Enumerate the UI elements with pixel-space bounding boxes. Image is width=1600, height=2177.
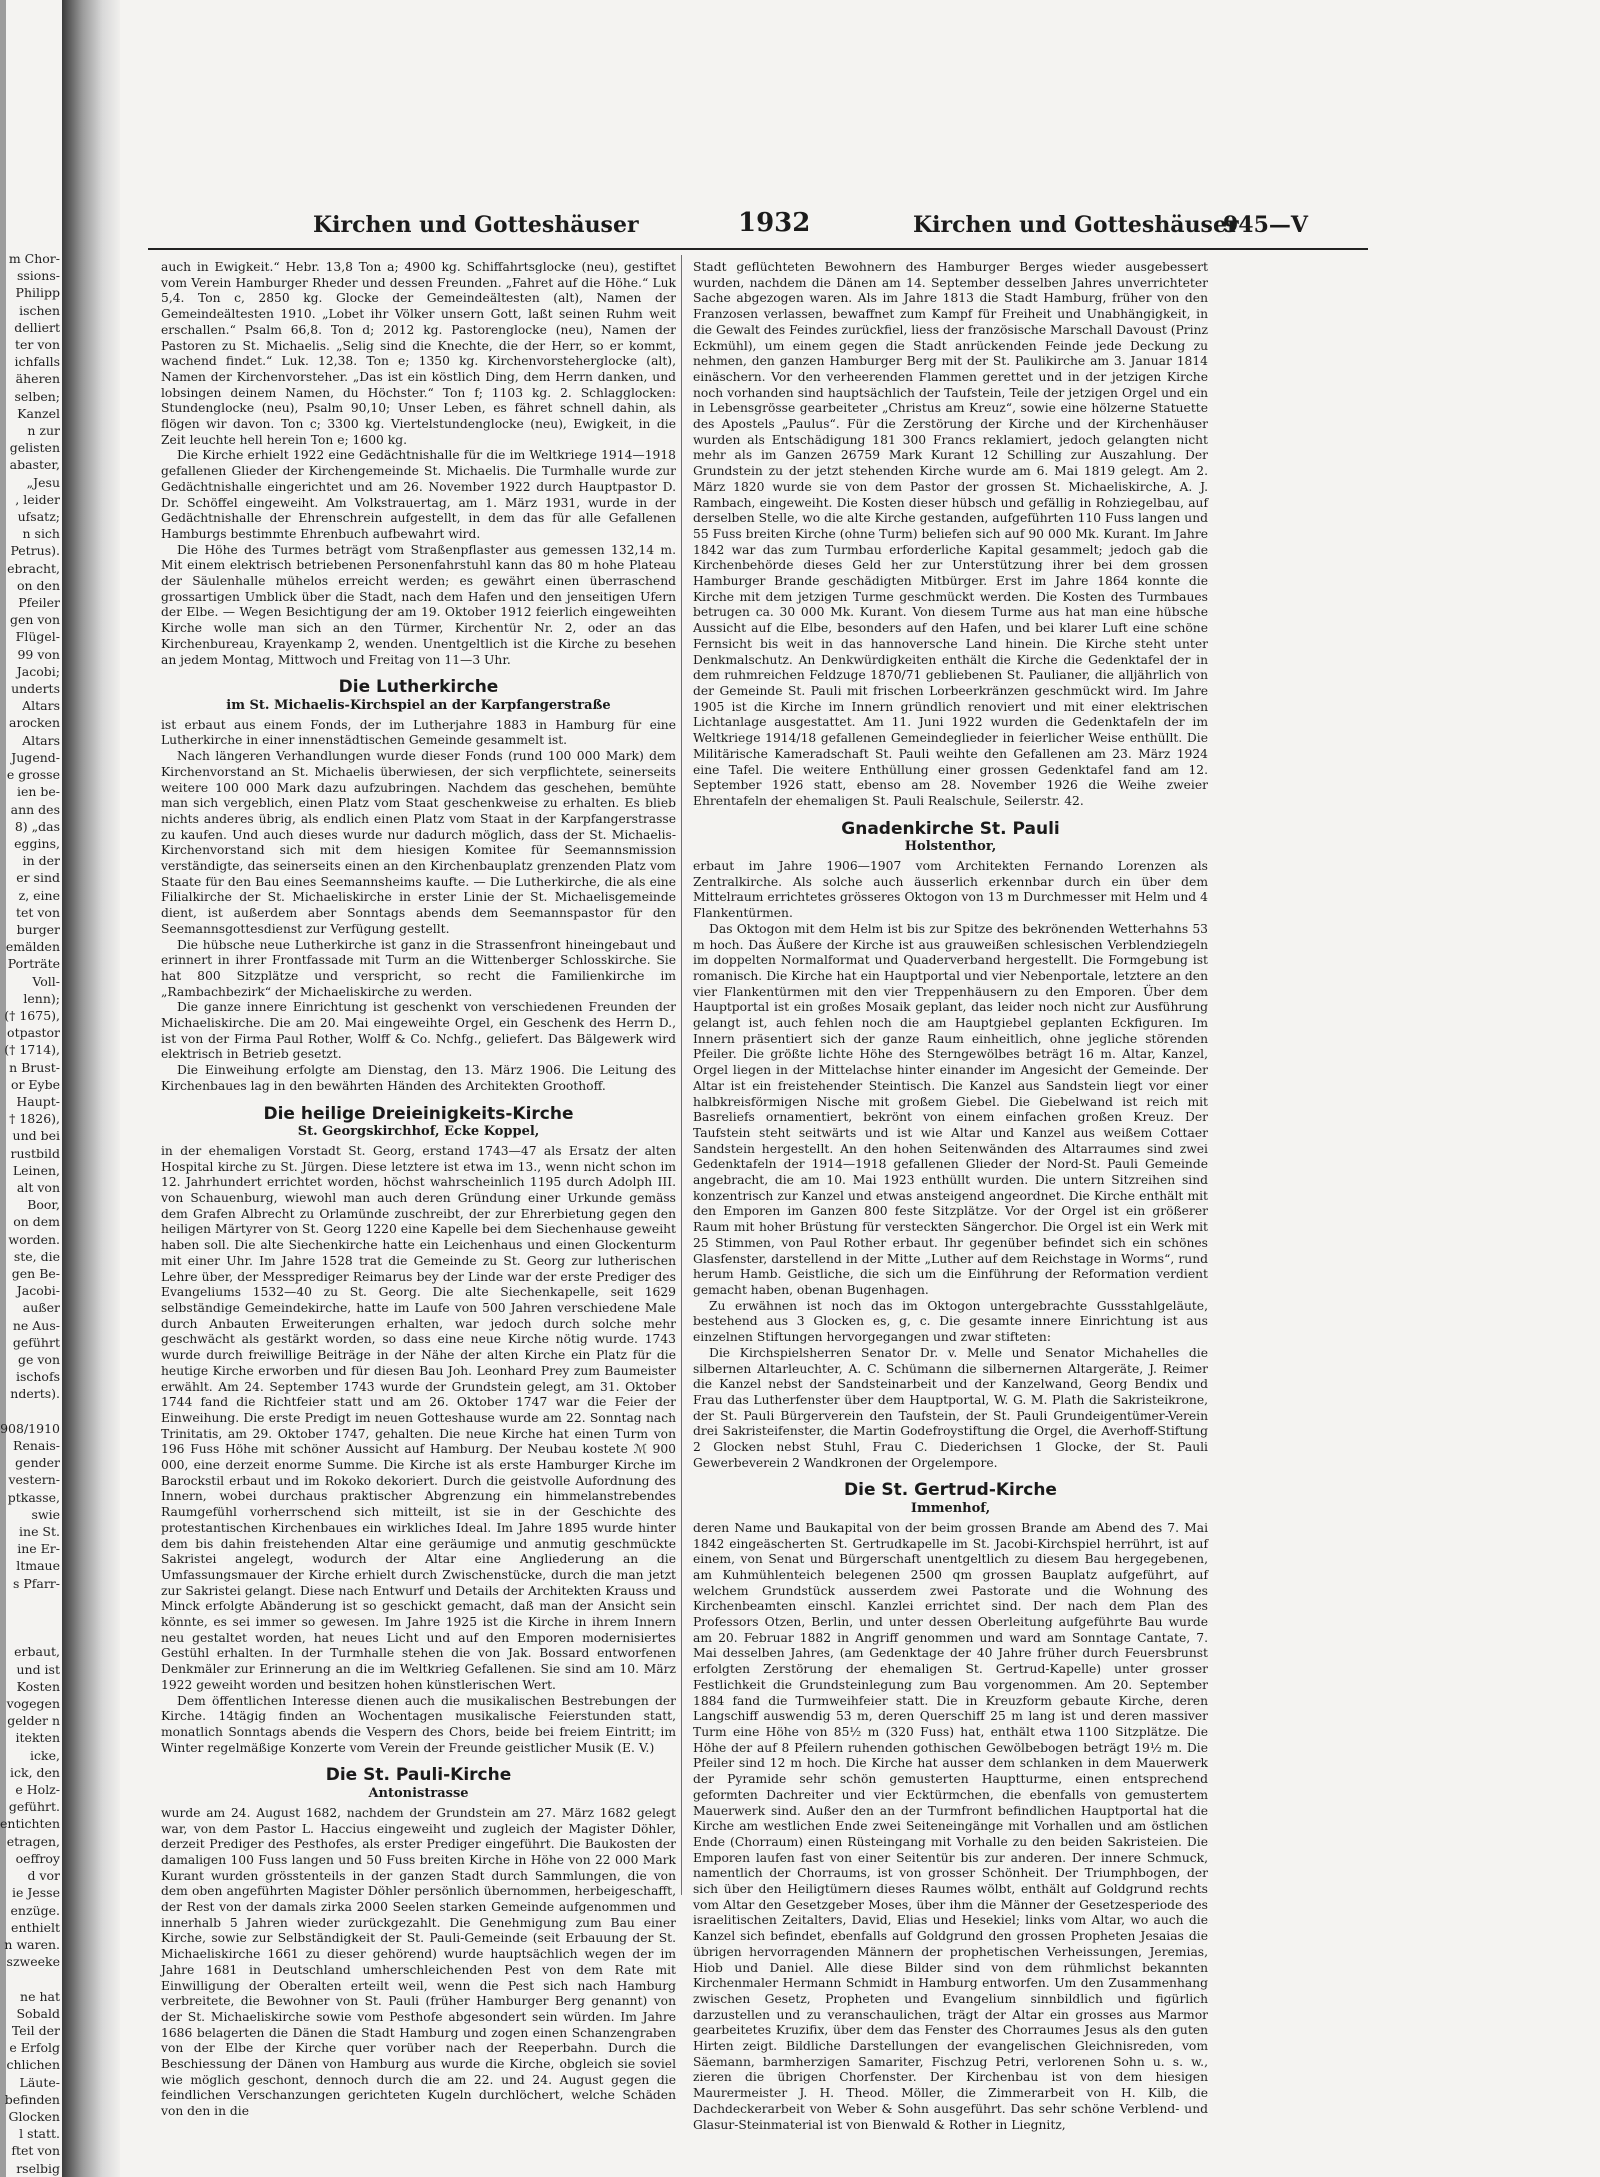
- previous-page-line: Renais-: [13, 1438, 60, 1454]
- gnadenkirche-paragraph: Das Oktogon mit dem Helm ist bis zur Spitze des bekrönenden Wetterhahns 53 m hoch. Das Äußere der Kirche ist aus grauweißen schlesischen Verblendziegeln im doppelten Normalformat und Quaderverband hergestellt. Die Formgebung ist romanisch. Die Kirche hat ein Hauptportal und vier Nebenportale, letztere an den vier Flankentürmen mit den vier Treppenhäusern zu den Emporen. Über dem Hauptportal ist ein großes Mosaik geplant, das leider noch nicht zur Ausführung gelangt ist, auch fehlen noch die am Hauptgiebel geplanten Eckfiguren. Im Innern präsentiert sich der ganze Raum einheitlich, ohne jegliche störenden Pfeiler. Die größte lichte Höhe des Sterngewölbes beträgt 16 m. Altar, Kanzel, Orgel liegen in der Mittelachse hinter einander im Angesicht der Gemeinde. Der Altar ist ein freistehender Steintisch. Die Kanzel aus Sandstein liegt vor einer halbkreisförmigen Nische mit großem Giebel. Die Giebelwand ist reich mit Basreliefs ornamentiert, bekrönt von einem einfachen großen Kreuz. Der Taufstein steht seitwärts und ist wie Altar und Kanzel aus weißem Cottaer Sandstein hergestellt. An den hohen Seitenwänden des Altarraumes sind zwei Gedenktafeln der 1914—1918 gefallenen Glieder der Nord-St. Pauli Gemeinde angebracht, die am 10. Mai 1923 enthüllt wurden. Die untern Sitzreihen sind konzentrisch zur Kanzel und etwas ansteigend angeordnet. Die Kirche enthält mit den Emporen im Ganzen 800 feste Sitzplätze. Vor der Orgel ist ein größerer Raum mit hoher Brüstung für versteckten Sängerchor. Die Orgel ist ein Werk mit 25 Stimmen, von Paul Rother erbaut. Ihr gegenüber befindet sich ein schönes Glasfenster, darstellend in der Mitte „Luther auf dem Reichstage in Worms“, rund herum Hamb. Geistliche, die sich um die Einführung der Reformation verdient gemacht haben, obenan Bugenhagen.: [693, 921, 1208, 1297]
- gnadenkirche-paragraph: Zu erwähnen ist noch das im Oktogon untergebrachte Gussstahlgeläute, bestehend aus 3 Glocken es, g, c. Die gesamte innere Einrichtung ist aus einzelnen Stiftungen hervorgegangen und zwar stifteten:: [693, 1298, 1208, 1345]
- previous-page-line: Teil der: [11, 2022, 60, 2038]
- dreieinigkeit-title: Die heilige Dreieinigkeits-Kirche: [263, 1103, 574, 1124]
- header-year: 1932: [738, 208, 811, 238]
- running-header: [148, 200, 1368, 250]
- previous-page-line: ssions-: [16, 268, 60, 284]
- previous-page-line: gelder n: [7, 1713, 60, 1729]
- previous-page-line: worden.: [8, 1231, 60, 1247]
- previous-page-line: n zur: [27, 423, 60, 439]
- previous-page-line: in der: [22, 853, 60, 869]
- lutherkirche-title: Die Lutherkirche: [338, 677, 499, 698]
- previous-page-line: ge von: [17, 1352, 60, 1367]
- previous-page-line: Petrus).: [10, 543, 60, 559]
- right-column: [693, 260, 1208, 2132]
- previous-page-line: ste, die: [13, 1248, 60, 1264]
- previous-page-line: l statt.: [19, 2126, 60, 2142]
- previous-page-line: 908/1910: [0, 1420, 60, 1436]
- previous-page-line: nderts).: [10, 1386, 60, 1402]
- gertrud-title: Die St. Gertrud-Kirche: [844, 1480, 1057, 1501]
- previous-page-line: swie: [31, 1506, 60, 1522]
- previous-page-line: Porträte: [7, 956, 60, 972]
- previous-page-line: ie Jesse: [11, 1885, 60, 1901]
- previous-page-line: vestern-: [8, 1472, 60, 1488]
- previous-page-line: on den: [17, 577, 60, 593]
- previous-page-line: Jacobi;: [16, 663, 60, 679]
- previous-page-line: etragen,: [6, 1833, 60, 1849]
- michaelis-memorial-paragraph: Die Kirche erhielt 1922 eine Gedächtnishalle für die im Weltkriege 1914—1918 gefallenen Glieder der Kirchengemeinde St. Michaelis. Die Turmhalle wurde zur Gedächtnishalle eingerichtet und am 26. November 1922 durch Hauptpastor D. Dr. Schöffel eingeweiht. Am Volkstrauertag, am 1. März 1931, wurde in der Gedächtnishalle der Ehrenschrein aufgestellt, in dem das für alle Gefallenen Hamburgs bestimmte Ehrenbuch aufbewahrt wird.: [161, 448, 676, 541]
- stpauli-title: Die St. Pauli-Kirche: [325, 1765, 512, 1786]
- stpauli-subtitle: Antonistrasse: [368, 1786, 469, 1802]
- previous-page-line: ine Er-: [17, 1541, 60, 1557]
- previous-page-line: gelisten: [9, 440, 60, 456]
- previous-page-line: [0, 1403, 60, 1420]
- previous-page-line: ine St.: [19, 1524, 60, 1540]
- previous-page-line: emälden: [5, 939, 60, 955]
- previous-page-line: burger: [16, 921, 60, 937]
- previous-page-line: ptkasse,: [7, 1489, 60, 1505]
- previous-page-line: Philipp: [15, 285, 60, 301]
- previous-page-line: außer: [22, 1300, 60, 1316]
- dreieinigkeit-subtitle: St. Georgskirchhof, Ecke Koppel,: [297, 1124, 540, 1140]
- previous-page-line: [0, 1592, 60, 1609]
- previous-page-line: († 1714),: [4, 1042, 60, 1058]
- previous-page-line: und ist: [16, 1661, 60, 1677]
- michaelis-tower-paragraph: Die Höhe des Turmes beträgt vom Straßenpflaster aus gemessen 132,14 m. Mit einem elektrisch betriebenen Personenfahrstuhl kann das 80 m hohe Plateau der Säulenhalle mühelos erreicht werden; es gewährt einen überraschend grossartigen Umblick über die Stadt, nach dem Hafen und den jenseitigen Ufern der Elbe. — Wegen Besichtigung der am 19. Oktober 1912 feierlich eingeweihten Kirche wolle man sich an den Türmer, Kirchentür Nr. 2, oder an das Kirchenbureau, Krayenkamp 2, wenden. Unentgeltlich ist die Kirche zu besehen an jedem Montag, Mittwoch und Freitag von 11—3 Uhr.: [161, 542, 676, 667]
- previous-page-line: gen von: [9, 612, 60, 628]
- book-gutter-shadow: [62, 0, 120, 2177]
- previous-page-line: Jacobi-: [16, 1283, 60, 1299]
- previous-page-line: 8) „das: [14, 818, 60, 834]
- previous-page-line: äheren: [15, 371, 60, 387]
- previous-page-line: szweeke: [6, 1954, 60, 1970]
- previous-page-line: icke,: [30, 1747, 60, 1763]
- gnadenkirche-paragraph: erbaut im Jahre 1906—1907 vom Architekten Fernando Lorenzen als Zentralkirche. Als solche auch äusserlich erkennbar durch ein über dem Mittelraum errichtetes grösseres Oktogon von 13 m Durchmesser mit Helm und 4 Flankentürmen.: [693, 859, 1208, 921]
- previous-page-line: itekten: [15, 1730, 60, 1746]
- dreieinigkeit-paragraph: in der ehemaligen Vorstadt St. Georg, erstand 1743—47 als Ersatz der alten Hospital kirche zu St. Jürgen. Diese letztere ist etwa im 13., wenn nicht schon im 12. Jahrhundert errichtet worden, höchst wahrscheinlich 1195 durch Adolph III. von Schauenburg, wiewohl man auch deren Gründung einer Urkunde gemäss dem Grafen Albrecht zu Orlamünde zuschreibt, der zur Ehrerbietung gegen den heiligen Märtyrer von St. Georg 1220 eine Kapelle bei dem Siechenhause geweiht haben soll. Die alte Siechenkirche hatte ein Leichenhaus und einen Glockenturm mit einer Uhr. Im Jahre 1528 trat die Gemeinde zu St. Georg zur lutherischen Lehre über, der Messprediger Reimarus bey der Linde war der erste Prediger des Evangeliums 1532—40 zu St. Georg. Die alte Siechenkapelle, seit 1629 selbständige Gemeindekirche, hatte im Laufe von 500 Jahren verschiedene Male durch Anbauten Erweiterungen erhalten, war jedoch durch solche mehr geschwächt als gestärkt worden, so dass eine neue Kirche nötig wurde. 1743 wurde durch freiwillige Beiträge in der Nähe der alten Kirche ein Platz für die heutige Kirche erworben und für diesen Bau Joh. Leonhard Prey zum Baumeister erwählt. Am 24. September 1743 wurde der Grundstein gelegt, am 31. Oktober 1744 fand die Richtfeier statt und am 26. Oktober 1747 war die Feier der Einweihung. Die erste Predigt im neuen Gotteshause wurde am 22. Sonntag nach Trinitatis, am 29. Oktober 1747, gehalten. Die neue Kirche hat einen Turm von 196 Fuss Höhe mit schöner Aussicht auf Hamburg. Der Neubau kostete ℳ 900 000, eine derzeit enorme Summe. Die Kirche ist als erste Hamburger Kirche im Barockstil erbaut und im Rokoko dekoriert. Durch die geistvolle Aufordnung des Innern, wobei durchaus praktischer Abgrenzung ein himmelanstrebendes Raumgefühl vorherrschend sich mitteilt, ist sie in der Geschichte des protestantischen Kirchenbaues ein wirkliches Ideal. Im Jahre 1895 wurde hinter dem bis dahin freistehenden Altar eine geräumige und anmutig geschmückte Sakristei angelegt, wodurch der Altar eine Angliederung an die Umfassungsmauer der Kirche erhielt durch Zwischenstücke, durch die man jetzt zur Sakristei gelangt. Diese nach Entwurf und Details der Architekten Krauss und Minck erfolgte Abänderung ist so geschickt gemacht, daß man der Ansicht sein könnte, es sei immer so gewesen. Im Jahre 1925 ist die Kirche in ihrem Innern neu gestaltet worden, hat neues Licht und auf den Emporen modernisiertes Gestühl erhalten. In der Turmhalle stehen die von Jak. Bossard entworfenen Denkmäler zur Erinnerung an die im Weltkrieg Gefallenen. Sie sind am 10. März 1922 geweiht worden und besitzen hohen künstlerischen Wert.: [161, 1143, 676, 1692]
- previous-page-line: otpastor: [7, 1025, 60, 1041]
- previous-page-line: ltmaue: [16, 1558, 60, 1574]
- previous-page-line: († 1675),: [4, 1007, 60, 1023]
- previous-page-line: ischen: [19, 302, 60, 318]
- previous-page-line: underts: [11, 681, 60, 697]
- stpauli-paragraph: wurde am 24. August 1682, nachdem der Grundstein am 27. März 1682 gelegt war, von dem Pastor L. Haccius eingeweiht und zugleich der Magister Döhler, derzeit Prediger des Pesthofes, als erster Prediger eingeführt. Die Baukosten der damaligen 100 Fuss langen und 50 Fuss breiten Kirche in Höhe von 22 000 Mark Kurant wurden grösstenteils in der ganzen Stadt durch Sammlungen, die von dem oben angeführten Magister Döhler persönlich übernommen, herbeigeschafft, der Rest von der damals zirka 2000 Seelen starken Gemeinde aufgenommen und innerhalb 5 Jahren wieder zurückgezahlt. Die Genehmigung zum Bau einer Kirche, sowie zur Selbständigkeit der St. Pauli-Gemeinde (seit Erbauung der St. Michaeliskirche 1661 zu dieser gehörend) wurde hauptsächlich wegen der im Jahre 1681 in Deutschland umherschleichenden Pest von dem Rate mit Einwilligung der Oberalten erteilt weil, wenn die Pest sich nach Hamburg verbreitete, die Bewohner von St. Pauli (früher Hamburger Berg genannt) von der St. Michaeliskirche sowie vom Pesthofe abgesondert sein würden. Im Jahre 1686 belagerten die Dänen die Stadt Hamburg und zogen einen Schanzengraben von der Elbe der Kirche quer vorüber nach der Reeperbahn. Durch die Beschiessung der Dänen von Hamburg aus wurde die Kirche, obgleich sie soviel wie möglich geschont, dennoch durch die am 22. und 24. August gegen die feindlichen Verschanzungen gerichteten Kugeln durchlöchert, welche Schäden von den in die: [161, 1805, 676, 2119]
- previous-page-line: e Erfolg: [9, 2040, 60, 2056]
- header-right-title: Kirchen und Gotteshäuser: [913, 212, 1239, 238]
- previous-page-line: gen Be-: [11, 1265, 60, 1281]
- previous-page-line: gender: [15, 1455, 60, 1471]
- previous-page-line: erbaut,: [14, 1644, 60, 1660]
- previous-page-line: n sich: [22, 526, 60, 542]
- previous-page-line: arocken: [9, 715, 60, 731]
- previous-page-line: abaster,: [9, 457, 60, 473]
- dreieinigkeit-paragraph: Dem öffentlichen Interesse dienen auch die musikalischen Bestrebungen der Kirche. 14tägig finden an Wochentagen musikalische Feierstunden statt, monatlich Sonntags abends die Vespern des Chors, beide bei freiem Eintritt; im Winter regelmäßige Konzerte vom Verein der Freunde geistlicher Musik (E. V.): [161, 1693, 676, 1755]
- lutherkirche-paragraph: ist erbaut aus einem Fonds, der im Lutherjahre 1883 in Hamburg für eine Lutherkirche in einer innenstädtischen Gemeinde gesammelt ist.: [161, 717, 676, 748]
- previous-page-line: ne hat: [20, 1988, 60, 2004]
- previous-page-line: Voll-: [32, 973, 60, 989]
- previous-page-line: [0, 1609, 60, 1626]
- gertrud-paragraph: deren Name und Baukapital von der beim grossen Brande am Abend des 7. Mai 1842 eingeäscherten St. Gertrudkapelle im St. Jacobi-Kirchspiel herrührt, ist auf einem, von Senat und Bürgerschaft unentgeltlich zu diesem Bau hergegebenen, am Kuhmühlenteich belegenen 2500 qm grossen Bauplatz aufgeführt, auf welchem Grundstück ausserdem zwei Pastorate und die Wohnung des Kirchenbeamten einschl. Kanzlei errichtet sind. Der nach dem Plan des Professors Otzen, Berlin, und unter dessen Oberleitung aufgeführte Bau wurde am 20. Februar 1882 in Angriff genommen und ward am Sonntage Cantate, 7. Mai desselben Jahres, (am Gedenktage der 40 Jahre früher durch Feuersbrunst erfolgten Zerstörung der ehemaligen St. Gertrud-Kapelle) unter grosser Festlichkeit die Grundsteinlegung zum Bau vorgenommen. Am 20. September 1884 fand die Turmweihfeier statt. Die in Kreuzform gebaute Kirche, deren Langschiff auswendig 53 m, deren Querschiff 25 m lang ist und deren massiver Turm eine Höhe von 85½ m (320 Fuss) hat, enthält etwa 1100 Sitzplätze. Die Höhe der auf 8 Pfeilern ruhenden gothischen Gewölbebogen beträgt 19½ m. Die Pfeiler sind 12 m hoch. Die Kirche hat ausser dem schlanken in dem Mauerwerk der Pyramide sehr schön gemusterten Hauptturme, einen entsprechend geformten Dachreiter und vier Ecktürmchen, die ebenfalls von gemustertem Mauerwerk sind. Außer den an der Turmfront befindlichen Hauptportal hat die Kirche am westlichen Ende zwei Seiteneingänge mit Vorhallen und am östlichen Ende (Chorraum) einen Rüsteingang mit Vorhalle zu den beiden Sakristeien. Die Emporen laufen fast von einer Seitentür bis zur anderen. Der innere Schmuck, namentlich der Chorraums, ist von grosser Schönheit. Der Triumphbogen, der sich über den Heiligtümern dieses Raumes wölbt, enthält auf Goldgrund rechts vom Altar den Gesetzgeber Moses, über ihm die Männer der Gesetzesperiode des israelitischen Zeitalters, David, Elias und Hesekiel; links vom Altar, wo auch die Kanzel sich befindet, ebenfalls auf Goldgrund den grossen Propheten Jesaias die übrigen hervorragenden Männern der prophetischen Verheissungen, Jeremias, Hiob und Daniel. Alle diese Bilder sind von dem rühmlichst bekannten Kirchenmaler Hermann Schmidt in Hamburg entworfen. Um den Zusammenhang zwischen Gesetz, Propheten und Evangelium sinnbildlich und figürlich darzustellen und zu veranschaulichen, trägt der Altar ein grosses aus Marmor gearbeitetes Kruzifix, über dem das Fenster des Chorraumes Jesus als den guten Hirten zeigt. Bildliche Darstellungen der evangelischen Gleichnisreden, vom Säemann, barmherzigen Samariter, Fischzug Petri, verlorenen Sohn u. s. w., zieren die übrigen Chorfenster. Der Kirchenbau ist von dem hiesigen Maurermeister J. H. Theod. Möller, die Zimmerarbeit von H. Kilb, die Dachdeckerarbeit von Weber & Sohn ausgeführt. Das sehr schöne Verblend- und Glasur-Steinmaterial ist von Bienwald & Rother in Liegnitz,: [693, 1520, 1208, 2132]
- previous-page-line: chlichen: [6, 2057, 60, 2073]
- previous-page-line: Kanzel: [17, 405, 60, 421]
- stpauli-continuation-paragraph: Stadt geflüchteten Bewohnern des Hamburger Berges wieder ausgebessert wurden, nachdem die Dänen am 14. September desselben Jahres unverrichteter Sache abgezogen waren. Als im Jahre 1813 die Stadt Hamburg, früher von den Franzosen verlassen, bewaffnet zum Kampf für Freiheit und Unabhängigkeit, in die Gewalt des Feindes zurückfiel, liess der französische Marschall Davoust (Prinz Eckmühl), um einem gegen die Stadt anrückenden Feinde jede Deckung zu nehmen, den ganzen Hamburger Berg mit der St. Paulikirche am 3. Januar 1814 einäschern. Vor den verheerenden Flammen gerettet und in der jetzigen Kirche noch vorhanden sind hauptsächlich der Taufstein, Teile der jetzigen Orgel und ein in Lebensgrösse gearbeiteter „Christus am Kreuz“, sowie eine hölzerne Statuette des Apostels „Paulus“. Für die Zerstörung der Kirche und der Kirchenhäuser wurden als Entschädigung 181 300 Francs reklamiert, jedoch gelangten nicht mehr als im Ganzen 26759 Mark Kurant 12 Schilling zur Auszahlung. Der Grundstein zu der jetzt stehenden Kirche wurde am 6. Mai 1819 gelegt. Am 2. März 1820 wurde sie von dem Pastor der grossen St. Michaeliskirche, A. J. Rambach, eingeweiht. Die Kosten dieser hübsch und gefällig in Rohziegelbau, auf derselben Stelle, wo die alte Kirche gestanden, aufgeführten 110 Fuss langen und 55 Fuss breiten Kirche (ohne Turm) beliefen sich auf 90 000 Mk. Kurant. Im Jahre 1842 war das zum Turmbau erforderliche Kapital gesammelt; jedoch gab die Kirchenbehörde dieses Geld her zur Unterstützung ihrer bei dem grossen Hamburger Brande geschädigten Mitbürger. Erst im Jahre 1864 konnte die Kirche mit dem jetzigen Turme geschmückt werden. Die Kosten des Turmbaues betrugen ca. 30 000 Mk. Kurant. Von diesem Turme aus hat man eine hübsche Aussicht auf die Elbe, besonders auf den Hafen, und bei klarer Luft eine schöne Fernsicht bis weit in das hannoversche Land hinein. Die Kirche steht unter Denkmalschutz. An Denkwürdigkeiten enthält die Kirche die Gedenktafel der in dem ruhmreichen Feldzuge 1870/71 gebliebenen St. Paulianer, die alljährlich von der Gemeinde St. Pauli mit frischen Lorbeerkränzen geschmückt wird. Im Jahre 1905 ist die Kirche im Innern gründlich renoviert und mit einer elektrischen Lichtanlage ausgestattet. Am 11. Juni 1922 wurden die Gedenktafeln der im Weltkriege 1914/18 gefallenen Gemeindeglieder in feierlicher Weise enthüllt. Die Militärische Kameradschaft St. Pauli weihte den Gefallenen am 23. März 1924 eine Tafel. Die weitere Enthüllung einer grossen Gedenktafel fand am 12. September 1926 statt, ebenso am 28. November 1926 die Weihe zweier Ehrentafeln der ehemaligen St. Pauli Realschule, Seilerstr. 42.: [693, 260, 1208, 808]
- previous-page-line: z, eine: [18, 887, 60, 903]
- header-page-number: 945—V: [1223, 212, 1308, 238]
- previous-page-line: ischofs: [15, 1369, 60, 1385]
- previous-page-line: n waren.: [4, 1936, 60, 1952]
- previous-page-line: er sind: [16, 870, 60, 886]
- previous-page-line: enzüge.: [10, 1902, 60, 1918]
- previous-page-line: delliert: [14, 319, 60, 335]
- previous-page-line: ne Aus-: [12, 1317, 60, 1333]
- header-left-title: Kirchen und Gotteshäuser: [313, 212, 639, 238]
- previous-page-line: Kosten: [16, 1678, 60, 1694]
- previous-page-line: n Brust-: [9, 1059, 60, 1075]
- gnadenkirche-title: Gnadenkirche St. Pauli: [841, 818, 1060, 839]
- lutherkirche-paragraph: Nach längeren Verhandlungen wurde dieser Fonds (rund 100 000 Mark) dem Kirchenvorstand an St. Michaelis überwiesen, der sich verpflichtete, seinerseits weitere 100 000 Mark dazu aufzubringen. Nachdem das geschehen, bemühte man sich vergeblich, einen Platz vom Staat geschenkweise zu erhalten. Es blieb nichts anderes übrig, als endlich einen Platz vom Staat in der Karpfangerstrasse zu kaufen. Und auch dieses wurde nur dadurch möglich, dass der St. Michaelis-Kirchenvorstand sich mit dem hiesigen Komitee für Seemannsmission verständigte, das seinerseits einen an den Kirchenbauplatz grenzenden Platz vom Staate für den Bau eines Seemannsheims kaufte. — Die Lutherkirche, die als eine Filialkirche der St. Michaeliskirche in erster Linie der St. Michaelisgemeinde dient, ist außerdem aber Sonntags abends dem Seemannspastor für den Seemannsgottesdienst zur Verfügung gestellt.: [161, 749, 676, 936]
- lutherkirche-paragraph: Die hübsche neue Lutherkirche ist ganz in die Strassenfront hineingebaut und erinnert in ihrer Frontfassade mit Turm an die Wittenberger Schlosskirche. Sie hat 800 Sitzplätze und verspricht, so recht die Familienkirche im „Rambachbezirk“ der Michaeliskirche zu werden.: [161, 937, 676, 999]
- previous-page-line: geführt: [12, 1334, 60, 1350]
- previous-page-line: on dem: [13, 1214, 60, 1230]
- previous-page-line: Jugend-: [11, 749, 60, 765]
- previous-page-line: s Pfarr-: [12, 1575, 60, 1591]
- previous-page-line: entichten: [0, 1816, 60, 1832]
- previous-page-line: ann des: [10, 801, 60, 817]
- previous-page-line: eggins,: [14, 835, 60, 851]
- previous-page-line: selben;: [14, 388, 60, 404]
- previous-page-fragment: [0, 250, 60, 2176]
- previous-page-line: ick, den: [10, 1764, 60, 1780]
- previous-page-line: Boor,: [27, 1197, 60, 1213]
- gnadenkirche-subtitle: Holstenthor,: [904, 839, 997, 855]
- michaelis-bells-paragraph: auch in Ewigkeit.“ Hebr. 13,8 Ton a; 4900 kg. Schiffahrtsglocke (neu), gestiftet vom Verein Hamburger Rheder und dessen Freunden. „Fahret auf die Höhe.“ Luk 5,4. Ton c, 2850 kg. Glocke der Gemeindeältesten (alt), Namen der Gemeindeältesten 1910. „Lobet ihr Völker unsern Gott, laßt seinen Ruhm weit erschallen.“ Psalm 66,8. Ton d; 2012 kg. Pastorenglocke (neu), Namen der Pastoren zu St. Michaelis. „Selig sind die Knechte, die der Herr, so er kommt, wachend findet.“ Luk. 12,38. Ton e; 1350 kg. Kirchenvorsteherglocke (alt), Namen der Kirchenvorsteher. „Das ist ein köstlich Ding, dem Herrn danken, und lobsingen deinem Namen, du Höchster.“ Ton f; 1103 kg. 2. Schlagglocken: Stundenglocke (neu), Psalm 90,10; Unser Leben, es fähret schnell dahin, als flögen wir davon. Ton c; 3300 kg. Viertelstundenglocke (neu), Ewigkeit, in die Zeit leuchte hell herein Ton e; 1600 kg.: [161, 260, 676, 447]
- previous-page-line: [0, 1626, 60, 1643]
- previous-page-line: geführt.: [8, 1799, 60, 1815]
- previous-page-line: ufsatz;: [17, 509, 60, 525]
- lutherkirche-paragraph: Die ganze innere Einrichtung ist geschenkt von verschiedenen Freunden der Michaeliskirche. Die am 20. Mai eingeweihte Orgel, ein Geschenk des Herrn D., ist von der Firma Paul Rother, Wolff & Co. Nchfg., geliefert. Das Bälgewerk wird elektrisch in Betrieb gesetzt.: [161, 1000, 676, 1062]
- previous-page-line: ien be-: [16, 784, 60, 800]
- previous-page-line: † 1826),: [9, 1111, 60, 1127]
- previous-page-line: Haupt-: [16, 1093, 60, 1109]
- gertrud-subtitle: Immenhof,: [910, 1501, 991, 1517]
- previous-page-line: und bei: [12, 1128, 60, 1144]
- previous-page-line: e grosse: [6, 767, 60, 783]
- previous-page-line: Altars: [22, 732, 60, 748]
- previous-page-line: Pfeiler: [18, 595, 60, 611]
- previous-page-line: ichfalls: [14, 354, 60, 370]
- previous-page-line: Glocken: [8, 2108, 60, 2124]
- previous-page-line: , leider: [15, 491, 60, 507]
- previous-page-line: Läute-: [19, 2074, 60, 2090]
- previous-page-line: Sobald: [16, 2005, 60, 2021]
- document-page: [148, 200, 1368, 2132]
- previous-page-line: Flügel-: [15, 629, 60, 645]
- previous-page-line: d vor: [27, 1868, 60, 1884]
- previous-page-line: befinden: [4, 2091, 60, 2107]
- previous-page-line: „Jesu: [26, 474, 60, 490]
- previous-page-line: oeffroy: [15, 1850, 60, 1866]
- previous-page-line: rustbild: [10, 1145, 60, 1161]
- lutherkirche-paragraph: Die Einweihung erfolgte am Dienstag, den 13. März 1906. Die Leitung des Kirchenbaues lag in den bewährten Händen des Architekten Groothoff.: [161, 1063, 676, 1093]
- previous-page-line: ftet von: [11, 2143, 60, 2159]
- column-divider: [681, 255, 682, 1895]
- previous-page-line: ebracht,: [7, 560, 60, 576]
- left-column: [161, 260, 676, 2119]
- previous-page-line: ter von: [14, 337, 60, 353]
- gnadenkirche-paragraph: Die Kirchspielsherren Senator Dr. v. Melle und Senator Michahelles die silbernen Altarleuchter, A. C. Schümann die silbernernen Altargeräte, J. Reimer die Kanzel nebst der Sandsteinarbeit und der Kanzelwand, Georg Bendix und Frau das Lutherfenster über dem Hauptportal, W. G. M. Plath die Sakristeikrone, der St. Pauli Bürgerverein den Taufstein, der St. Pauli Grundeigentümer-Verein drei Sakristeifenster, die Martin Godefroystiftung die Orgel, die Averhoff-Stiftung 2 Glocken nebst Stuhl, Frau C. Diederichsen 1 Glocke, der St. Pauli Gewerbeverein 2 Wandkronen der Orgelempore.: [693, 1345, 1208, 1470]
- previous-page-line: alt von: [16, 1179, 60, 1195]
- previous-page-line: vogegen: [6, 1696, 60, 1712]
- previous-page-line: lenn);: [23, 990, 60, 1006]
- previous-page-line: rselbig: [16, 2160, 60, 2176]
- lutherkirche-subtitle: im St. Michaelis-Kirchspiel an der Karpfangerstraße: [226, 697, 611, 713]
- previous-page-line: Leinen,: [12, 1162, 60, 1178]
- previous-page-line: [0, 1970, 60, 1987]
- previous-page-line: tet von: [15, 904, 60, 920]
- previous-page-line: 99 von: [17, 646, 60, 662]
- previous-page-line: or Eybe: [10, 1076, 60, 1092]
- previous-page-line: e Holz-: [15, 1782, 60, 1798]
- previous-page-line: enthielt: [11, 1919, 60, 1935]
- previous-page-line: Altars: [22, 698, 60, 714]
- previous-page-line: m Chor-: [8, 251, 60, 266]
